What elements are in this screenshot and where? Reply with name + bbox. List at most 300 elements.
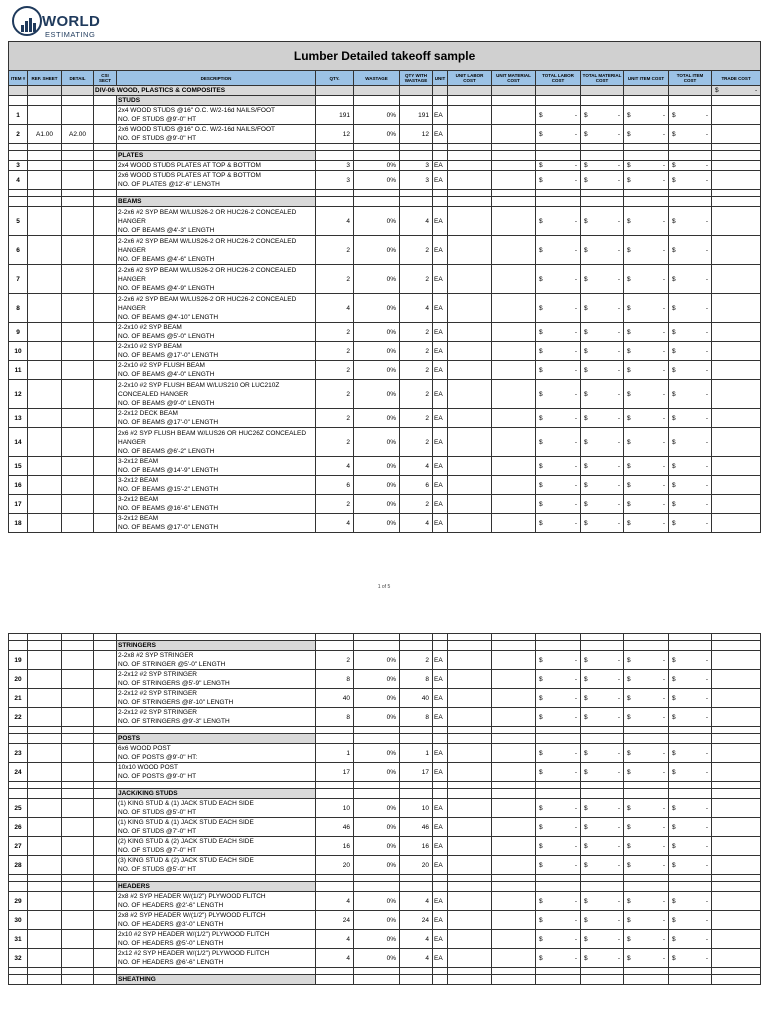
dollar-sign: $ xyxy=(584,366,588,374)
cost-cell xyxy=(536,236,581,265)
unit-labor-cost xyxy=(448,476,492,495)
cost-dash: - xyxy=(662,111,665,119)
cost-cell xyxy=(536,949,581,968)
ref-sheet-cell xyxy=(28,106,62,125)
trade-cost xyxy=(712,837,761,856)
dollar-sign: $ xyxy=(627,414,631,422)
division-row xyxy=(9,86,761,96)
cost-cell xyxy=(581,171,624,190)
description-line: NO. OF BEAMS @9'-0" LENGTH xyxy=(118,399,215,407)
unit-material-cost xyxy=(492,708,536,727)
cost-dash: - xyxy=(705,842,708,850)
ref-sheet-cell xyxy=(28,457,62,476)
table-row xyxy=(9,763,761,782)
ref-sheet-cell: A1.00 xyxy=(28,125,62,144)
trade-cost xyxy=(712,207,761,236)
section-row xyxy=(9,197,761,207)
csi-cell xyxy=(94,361,117,380)
dollar-sign: $ xyxy=(627,438,631,446)
quantity-with-wastage: 3 xyxy=(400,161,433,171)
cost-cell xyxy=(581,689,624,708)
cost-cell xyxy=(624,457,669,476)
csi-cell xyxy=(94,236,117,265)
cost-dash: - xyxy=(617,328,620,336)
trade-cost xyxy=(712,892,761,911)
cost-dash: - xyxy=(617,246,620,254)
dollar-sign: $ xyxy=(672,328,676,336)
trade-cost xyxy=(712,409,761,428)
quantity: 2 xyxy=(316,651,354,670)
cost-cell xyxy=(536,930,581,949)
dollar-sign: $ xyxy=(627,390,631,398)
description-line: NO. OF STRINGERS @5'-9" LENGTH xyxy=(118,680,230,687)
dollar-sign: $ xyxy=(539,390,543,398)
cost-cell xyxy=(624,207,669,236)
blank-row xyxy=(9,727,761,734)
section-row xyxy=(9,975,761,985)
dollar-sign: $ xyxy=(584,462,588,470)
cost-cell xyxy=(669,856,712,875)
table-row xyxy=(9,930,761,949)
cost-cell xyxy=(536,514,581,533)
description-line: 3-2x12 BEAM xyxy=(118,496,159,503)
wastage: 0% xyxy=(354,380,400,409)
cost-cell xyxy=(581,265,624,294)
unit: EA xyxy=(433,670,448,689)
cost-dash: - xyxy=(705,217,708,225)
dollar-sign: $ xyxy=(539,176,543,184)
dollar-sign: $ xyxy=(627,861,631,869)
cost-dash: - xyxy=(662,897,665,905)
quantity-with-wastage: 4 xyxy=(400,457,433,476)
quantity-with-wastage: 12 xyxy=(400,125,433,144)
cost-cell xyxy=(624,380,669,409)
wastage: 0% xyxy=(354,708,400,727)
description-line: 2-2x12 #2 SYP STRINGER xyxy=(118,671,197,678)
dollar-sign: $ xyxy=(584,217,588,225)
cost-dash: - xyxy=(662,438,665,446)
csi-cell xyxy=(94,207,117,236)
item-number: 3 xyxy=(9,161,28,171)
detail-cell xyxy=(62,670,94,689)
table-row xyxy=(9,428,761,457)
dollar-sign: $ xyxy=(627,462,631,470)
item-description xyxy=(117,818,316,837)
trade-cost xyxy=(712,428,761,457)
description-line: NO. OF HEADERS @2'-6" LENGTH xyxy=(118,902,224,909)
description-line: NO. OF STRINGERS @9'-3" LENGTH xyxy=(118,718,230,725)
cost-cell xyxy=(581,670,624,689)
cost-dash: - xyxy=(574,328,577,336)
item-description xyxy=(117,930,316,949)
csi-cell xyxy=(94,799,117,818)
unit-labor-cost xyxy=(448,161,492,171)
unit-material-cost xyxy=(492,342,536,361)
cost-cell xyxy=(536,495,581,514)
cost-dash: - xyxy=(617,916,620,924)
quantity: 2 xyxy=(316,380,354,409)
cost-dash: - xyxy=(574,749,577,757)
unit: EA xyxy=(433,409,448,428)
table-row xyxy=(9,125,761,144)
ref-sheet-cell xyxy=(28,171,62,190)
csi-cell xyxy=(94,476,117,495)
dollar-sign: $ xyxy=(584,328,588,336)
table-row xyxy=(9,342,761,361)
csi-cell xyxy=(94,744,117,763)
cost-cell xyxy=(581,818,624,837)
item-description xyxy=(117,799,316,818)
cost-dash: - xyxy=(574,713,577,721)
cost-dash: - xyxy=(617,438,620,446)
item-description xyxy=(117,689,316,708)
csi-cell xyxy=(94,342,117,361)
wastage: 0% xyxy=(354,930,400,949)
cost-cell xyxy=(669,911,712,930)
cost-dash: - xyxy=(705,347,708,355)
cost-cell xyxy=(624,171,669,190)
section-row xyxy=(9,789,761,799)
unit-material-cost xyxy=(492,799,536,818)
unit-labor-cost xyxy=(448,818,492,837)
dollar-sign: $ xyxy=(584,275,588,283)
dollar-sign: $ xyxy=(627,842,631,850)
cost-cell xyxy=(581,428,624,457)
unit-material-cost xyxy=(492,763,536,782)
detail-cell xyxy=(62,911,94,930)
cost-cell xyxy=(536,708,581,727)
cost-cell xyxy=(536,457,581,476)
unit: EA xyxy=(433,161,448,171)
unit: EA xyxy=(433,125,448,144)
quantity: 4 xyxy=(316,457,354,476)
unit-labor-cost xyxy=(448,236,492,265)
cost-dash: - xyxy=(662,749,665,757)
item-description xyxy=(117,361,316,380)
cost-dash: - xyxy=(705,713,708,721)
trade-cost xyxy=(712,495,761,514)
cost-cell xyxy=(624,818,669,837)
cost-dash: - xyxy=(662,462,665,470)
unit-labor-cost xyxy=(448,265,492,294)
cost-cell xyxy=(669,818,712,837)
unit: EA xyxy=(433,856,448,875)
cost-dash: - xyxy=(705,246,708,254)
table-row xyxy=(9,949,761,968)
detail-cell xyxy=(62,106,94,125)
table-row xyxy=(9,476,761,495)
dollar-sign: $ xyxy=(584,954,588,962)
cost-cell xyxy=(581,361,624,380)
cost-dash: - xyxy=(574,823,577,831)
cost-dash: - xyxy=(705,328,708,336)
quantity-with-wastage: 2 xyxy=(400,236,433,265)
dollar-sign: $ xyxy=(584,481,588,489)
unit-material-cost xyxy=(492,495,536,514)
item-number: 30 xyxy=(9,911,28,930)
dollar-sign: $ xyxy=(672,176,676,184)
item-number: 7 xyxy=(9,265,28,294)
dollar-sign: $ xyxy=(672,111,676,119)
table-row xyxy=(9,495,761,514)
unit-labor-cost xyxy=(448,106,492,125)
page-number: 1 of 5 xyxy=(377,584,391,590)
section-title: JACK/KING STUDS xyxy=(117,789,316,799)
detail-cell xyxy=(62,265,94,294)
cost-cell xyxy=(669,930,712,949)
cost-dash: - xyxy=(617,804,620,812)
dollar-sign: $ xyxy=(672,935,676,943)
cost-cell xyxy=(581,763,624,782)
dollar-sign: $ xyxy=(539,897,543,905)
column-header: UNIT MATERIAL COST xyxy=(492,71,536,86)
dollar-sign: $ xyxy=(627,713,631,721)
dollar-sign: $ xyxy=(584,675,588,683)
dollar-sign: $ xyxy=(627,935,631,943)
description-line: (1) KING STUD & (1) JACK STUD EACH SIDE xyxy=(118,819,254,826)
ref-sheet-cell xyxy=(28,689,62,708)
quantity: 4 xyxy=(316,930,354,949)
cost-cell xyxy=(669,171,712,190)
unit-labor-cost xyxy=(448,409,492,428)
wastage: 0% xyxy=(354,265,400,294)
trade-cost xyxy=(712,294,761,323)
dollar-sign: $ xyxy=(539,462,543,470)
detail-cell xyxy=(62,380,94,409)
dollar-sign: $ xyxy=(627,328,631,336)
cost-cell xyxy=(536,911,581,930)
dollar-sign: $ xyxy=(539,414,543,422)
dollar-sign: $ xyxy=(672,390,676,398)
cost-cell xyxy=(536,763,581,782)
unit-material-cost xyxy=(492,409,536,428)
item-description xyxy=(117,323,316,342)
wastage: 0% xyxy=(354,892,400,911)
cost-cell xyxy=(536,892,581,911)
dollar-sign: $ xyxy=(539,217,543,225)
dollar-sign: $ xyxy=(672,713,676,721)
cost-cell xyxy=(669,744,712,763)
csi-cell xyxy=(94,949,117,968)
detail-cell xyxy=(62,651,94,670)
cost-cell xyxy=(624,265,669,294)
cost-dash: - xyxy=(662,246,665,254)
section-row xyxy=(9,882,761,892)
item-number: 9 xyxy=(9,323,28,342)
quantity: 2 xyxy=(316,265,354,294)
cost-cell xyxy=(624,294,669,323)
dollar-sign: $ xyxy=(539,675,543,683)
cost-cell xyxy=(624,689,669,708)
unit-labor-cost xyxy=(448,708,492,727)
item-description xyxy=(117,763,316,782)
detail-cell xyxy=(62,171,94,190)
table-row xyxy=(9,689,761,708)
ref-sheet-cell xyxy=(28,207,62,236)
unit: EA xyxy=(433,323,448,342)
item-number: 17 xyxy=(9,495,28,514)
dollar-sign: $ xyxy=(539,328,543,336)
detail-cell xyxy=(62,428,94,457)
description-line: 2x4 WOOD STUDS PLATES AT TOP & BOTTOM xyxy=(118,162,261,169)
cost-dash: - xyxy=(617,462,620,470)
table-row xyxy=(9,799,761,818)
dollar-sign: $ xyxy=(672,519,676,527)
cost-cell xyxy=(624,708,669,727)
cost-cell xyxy=(581,651,624,670)
dollar-sign: $ xyxy=(539,111,543,119)
description-line: CONCEALED HANGER xyxy=(118,390,189,398)
item-description xyxy=(117,171,316,190)
trade-cost xyxy=(712,361,761,380)
dollar-sign: $ xyxy=(584,347,588,355)
csi-cell xyxy=(94,892,117,911)
cost-cell xyxy=(669,949,712,968)
cost-cell xyxy=(669,495,712,514)
cost-cell xyxy=(669,361,712,380)
dollar-sign: $ xyxy=(672,304,676,312)
quantity-with-wastage: 4 xyxy=(400,930,433,949)
item-number: 29 xyxy=(9,892,28,911)
table-row xyxy=(9,380,761,409)
cost-dash: - xyxy=(574,347,577,355)
unit-material-cost xyxy=(492,428,536,457)
unit: EA xyxy=(433,207,448,236)
cost-cell xyxy=(669,670,712,689)
item-description xyxy=(117,856,316,875)
dollar-sign: $ xyxy=(539,694,543,702)
division-name: WOOD, PLASTICS & COMPOSITES xyxy=(116,87,226,94)
dollar-sign: $ xyxy=(672,130,676,138)
cost-dash: - xyxy=(705,916,708,924)
cost-dash: - xyxy=(662,347,665,355)
item-number: 1 xyxy=(9,106,28,125)
cost-dash: - xyxy=(574,390,577,398)
trade-cost xyxy=(712,799,761,818)
quantity-with-wastage: 1 xyxy=(400,744,433,763)
cost-dash: - xyxy=(705,694,708,702)
wastage: 0% xyxy=(354,409,400,428)
description-line: NO. OF BEAMS @17'-0" LENGTH xyxy=(118,524,219,531)
cost-dash: - xyxy=(705,438,708,446)
ref-sheet-cell xyxy=(28,342,62,361)
trade-cost xyxy=(712,323,761,342)
wastage: 0% xyxy=(354,361,400,380)
quantity-with-wastage: 20 xyxy=(400,856,433,875)
cost-dash: - xyxy=(662,842,665,850)
dollar-sign: $ xyxy=(539,954,543,962)
cost-cell xyxy=(624,651,669,670)
section-title: PLATES xyxy=(117,151,316,161)
cost-cell xyxy=(624,323,669,342)
item-description xyxy=(117,342,316,361)
unit-labor-cost xyxy=(448,380,492,409)
quantity: 8 xyxy=(316,670,354,689)
dollar-sign: $ xyxy=(672,842,676,850)
cost-cell xyxy=(581,837,624,856)
dollar-sign: $ xyxy=(672,656,676,664)
dollar-sign: $ xyxy=(627,366,631,374)
cost-cell xyxy=(581,457,624,476)
table-row xyxy=(9,161,761,171)
cost-dash: - xyxy=(617,481,620,489)
table-row xyxy=(9,361,761,380)
item-number: 6 xyxy=(9,236,28,265)
dollar-sign: $ xyxy=(672,954,676,962)
item-description xyxy=(117,161,316,171)
unit-labor-cost xyxy=(448,428,492,457)
ref-sheet-cell xyxy=(28,930,62,949)
item-number: 23 xyxy=(9,744,28,763)
item-description xyxy=(117,380,316,409)
section-row xyxy=(9,641,761,651)
unit-material-cost xyxy=(492,125,536,144)
dollar-sign: $ xyxy=(584,823,588,831)
dollar-sign: $ xyxy=(584,246,588,254)
unit: EA xyxy=(433,763,448,782)
description-line: HANGER xyxy=(118,304,146,312)
cost-cell xyxy=(669,323,712,342)
dollar-sign: $ xyxy=(539,823,543,831)
dollar-sign: $ xyxy=(584,768,588,776)
csi-cell xyxy=(94,670,117,689)
cost-cell xyxy=(624,236,669,265)
description-line: 2x6 WOOD STUDS PLATES AT TOP & BOTTOM xyxy=(118,172,261,179)
ref-sheet-cell xyxy=(28,409,62,428)
csi-cell xyxy=(94,294,117,323)
unit-material-cost xyxy=(492,744,536,763)
description-line: NO. OF PLATES @12'-6" LENGTH xyxy=(118,181,220,188)
cost-dash: - xyxy=(574,500,577,508)
dollar-sign: $ xyxy=(627,897,631,905)
item-description xyxy=(117,294,316,323)
column-header: UNIT ITEM COST xyxy=(624,71,669,86)
trade-cost xyxy=(712,476,761,495)
cost-cell xyxy=(536,799,581,818)
description-line: NO. OF STUDS @5'-0" HT xyxy=(118,866,197,873)
cost-dash: - xyxy=(705,861,708,869)
unit: EA xyxy=(433,171,448,190)
dollar-sign: $ xyxy=(627,768,631,776)
unit-labor-cost xyxy=(448,457,492,476)
detail-cell xyxy=(62,361,94,380)
cost-cell xyxy=(536,361,581,380)
dollar-sign: $ xyxy=(584,861,588,869)
trade-cost xyxy=(712,670,761,689)
cost-cell xyxy=(624,161,669,171)
cost-dash: - xyxy=(574,916,577,924)
wastage: 0% xyxy=(354,476,400,495)
quantity: 2 xyxy=(316,323,354,342)
cost-cell xyxy=(536,689,581,708)
description-line: 2x6 WOOD STUDS @16" O.C. W/2-16d NAILS/FOOT xyxy=(118,126,275,133)
cost-dash: - xyxy=(662,304,665,312)
cost-cell xyxy=(536,856,581,875)
description-line: HANGER xyxy=(118,246,146,254)
quantity-with-wastage: 10 xyxy=(400,799,433,818)
trade-cost xyxy=(712,125,761,144)
cost-dash: - xyxy=(617,500,620,508)
dollar-sign: $ xyxy=(627,656,631,664)
quantity: 46 xyxy=(316,818,354,837)
description-line: NO. OF BEAMS @4'-10" LENGTH xyxy=(118,313,219,321)
quantity-with-wastage: 6 xyxy=(400,476,433,495)
dollar-sign: $ xyxy=(539,246,543,254)
unit-material-cost xyxy=(492,380,536,409)
csi-cell xyxy=(94,763,117,782)
cost-dash: - xyxy=(574,130,577,138)
quantity: 4 xyxy=(316,294,354,323)
